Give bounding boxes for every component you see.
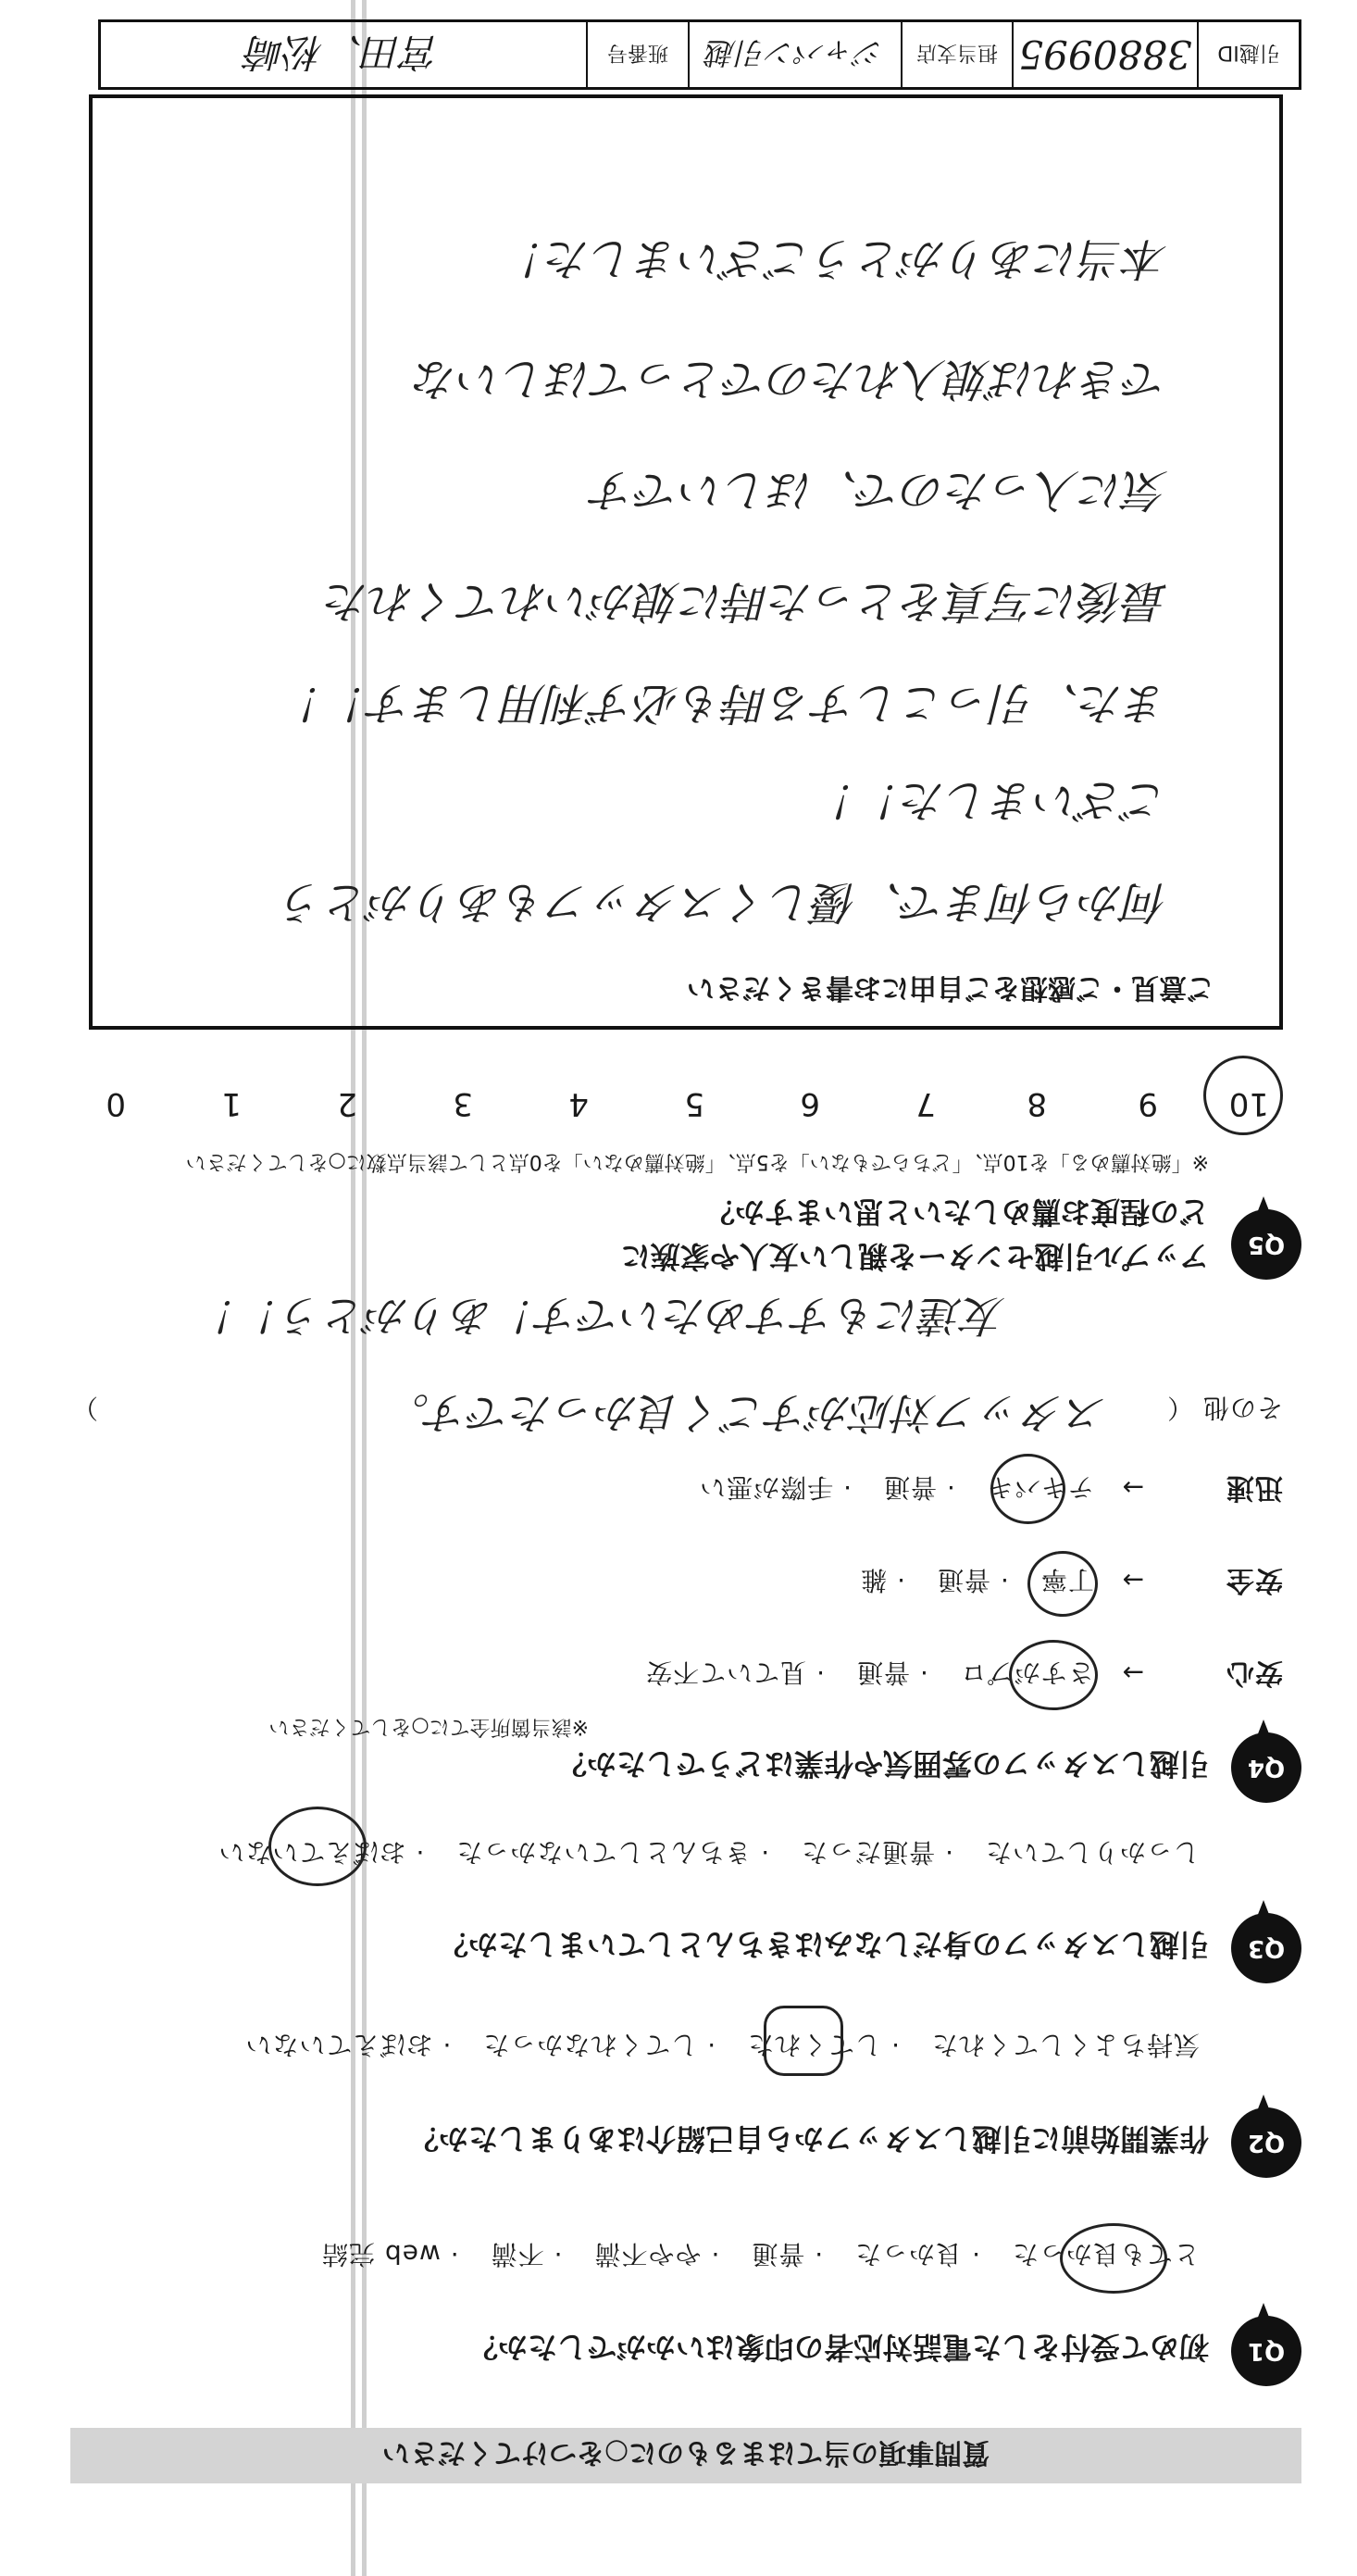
q4-other-handwriting: 友達にもすすめたいです！ありがとう！！ <box>195 1291 1005 1341</box>
q2-option[interactable]: 気持ちよくしてくれた <box>930 2030 1200 2060</box>
q5-scale-value[interactable]: 7 <box>915 1085 936 1122</box>
q4-option[interactable]: さすがプロ <box>959 1657 1094 1688</box>
q1-option[interactable]: やや不満 <box>593 2239 702 2270</box>
q1-text: 初めて受付をした電話対応者の印象はいかがでしたか？ <box>467 2330 1209 2365</box>
q5-badge: Q5 <box>1231 1209 1301 1280</box>
q5-scale-value[interactable]: 3 <box>453 1085 473 1122</box>
q3-option[interactable]: 普通だった <box>801 1837 936 1868</box>
q3-option[interactable]: しっかりしていた <box>984 1837 1200 1868</box>
selection-circle <box>1060 2223 1167 2294</box>
q2-option[interactable]: おぼえていない <box>244 2030 433 2060</box>
comment-line: 最後に写真をとった時に娘がいれてくれた <box>324 575 1168 627</box>
comment-line: また、引っこしする時も必ず利用します！！ <box>279 677 1168 729</box>
branch-value[interactable]: ジャパン引越 <box>688 22 901 87</box>
q4-row-label: 安全 <box>1226 1564 1283 1596</box>
comment-box[interactable] <box>89 94 1283 1030</box>
q4-option[interactable]: 普通 <box>936 1565 990 1595</box>
q1-option[interactable]: web 完結 <box>321 2239 441 2270</box>
q2-text: 作業開始前に引越しスタッフから自己紹介はありましたか？ <box>408 2121 1209 2157</box>
q5-scale-value[interactable]: 9 <box>1138 1085 1158 1122</box>
q5-scale-value[interactable]: 1 <box>221 1085 242 1122</box>
comment-line: 本当にありがとうございました！ <box>501 232 1168 284</box>
id-table <box>98 19 1301 90</box>
comment-line: 気に入ったので、ほしいです <box>591 464 1168 516</box>
q1-options: とても良かった· 良かった· 普通· やや不満· 不満· web 完結 <box>290 2237 1200 2274</box>
comment-line: できれば娘入れたのでとってほしいな <box>413 353 1168 405</box>
team-value[interactable]: 宮田、松崎 <box>246 30 442 75</box>
q1-option[interactable]: 不満 <box>490 2239 544 2270</box>
selection-circle <box>1027 1551 1098 1617</box>
selection-circle <box>268 1807 367 1886</box>
q3-option[interactable]: きちんとしていなかった <box>455 1837 752 1868</box>
q4-row-label: 迅速 <box>1226 1471 1283 1504</box>
q1-option[interactable]: とても良かった <box>1011 2239 1200 2270</box>
q4-option[interactable]: テキパキ <box>986 1472 1094 1503</box>
q5-text: どの程度お薦めしたいと思いますか？ <box>704 1194 1209 1230</box>
selection-circle <box>1203 1056 1283 1135</box>
q3-text: 引越しスタッフの身だしなみはきちんとしていましたか？ <box>438 1927 1209 1962</box>
q1-option[interactable]: 普通 <box>751 2239 805 2270</box>
id-value[interactable]: 3880995 <box>1012 22 1197 87</box>
q4-other-label: その他 <box>1201 1393 1283 1423</box>
selection-circle <box>990 1454 1065 1524</box>
q5-scale-value[interactable]: 6 <box>800 1085 820 1122</box>
q2-option[interactable]: してくれなかった <box>482 2030 698 2060</box>
section-header-text: 質問事項の当てはまるものに○をつけてください <box>381 2436 990 2469</box>
q5-scale-value[interactable]: 8 <box>1027 1085 1047 1122</box>
q4-other-handwriting: スタッフ対応がすごく良かったです。 <box>386 1388 1107 1438</box>
team-label: 班番号 <box>586 22 688 87</box>
q4-option[interactable]: 手際が悪い <box>699 1472 834 1503</box>
id-label: 引越ID <box>1197 22 1299 87</box>
q4-note: ※該当箇所全てに○をしてください <box>268 1715 589 1738</box>
branch-label: 担当支店 <box>901 22 1012 87</box>
q4-other-close: ） <box>70 1393 98 1423</box>
q3-option[interactable]: おぼえていない <box>218 1837 406 1868</box>
q4-option[interactable]: 普通 <box>882 1472 937 1503</box>
q1-option[interactable]: 良かった <box>854 2239 963 2270</box>
q5-scale-value[interactable]: 10 <box>1228 1085 1269 1122</box>
q4-row: 安全→ 丁寧· 普通· 雑 <box>828 1563 1283 1604</box>
q4-option[interactable]: 普通 <box>855 1657 910 1688</box>
selection-circle <box>764 2006 843 2076</box>
q3-badge: Q3 <box>1231 1913 1301 1983</box>
q4-row-label: 安心 <box>1226 1657 1283 1689</box>
q2-option[interactable]: してくれた <box>747 2030 882 2060</box>
comment-line: ございました！！ <box>812 774 1168 826</box>
q4-row: 安心→ さすがプロ· 普通· 見ていて不安 <box>614 1656 1283 1696</box>
q4-text: 引越しスタッフの雰囲気や作業はどうでしたか？ <box>556 1746 1209 1782</box>
q1-badge: Q1 <box>1231 2316 1301 2386</box>
q4-option[interactable]: 雑 <box>860 1565 888 1595</box>
q3-options: しっかりしていた· 普通だった· きちんとしていなかった· おぼえていない <box>187 1835 1201 1872</box>
q2-options: 気持ちよくしてくれた· してくれた· してくれなかった· おぼえていない <box>214 2028 1201 2065</box>
q5-scale <box>0 1057 1357 1122</box>
q2-badge: Q2 <box>1231 2107 1301 2178</box>
q4-row: 迅速→ テキパキ· 普通· 手際が悪い <box>667 1470 1283 1511</box>
q4-other: その他 （ <box>1166 1393 1283 1423</box>
section-header <box>70 2428 1301 2483</box>
q5-scale-value[interactable]: 5 <box>684 1085 704 1122</box>
q5-scale-value[interactable]: 0 <box>106 1085 126 1122</box>
q5-scale-value[interactable]: 4 <box>568 1085 589 1122</box>
comment-line: 何から何まで、優しくスタッフもありがとう <box>280 876 1168 928</box>
selection-circle <box>1009 1640 1098 1710</box>
q5-note: ※「絶対薦める」を10点、「どちらでもない」を5点、「絶対薦めない」を0点として該当点数に○をしてください <box>185 1150 1209 1173</box>
q5-scale-value[interactable]: 2 <box>337 1085 357 1122</box>
q4-option[interactable]: 丁寧 <box>1040 1565 1094 1595</box>
comment-heading: ご意見・ご感想をご自由にお書きください <box>687 971 1214 1004</box>
q5-text: アップル引越センターを親しい友人や家族に <box>620 1239 1209 1274</box>
q4-option[interactable]: 見ていて不安 <box>645 1657 807 1688</box>
q4-badge: Q4 <box>1231 1732 1301 1803</box>
